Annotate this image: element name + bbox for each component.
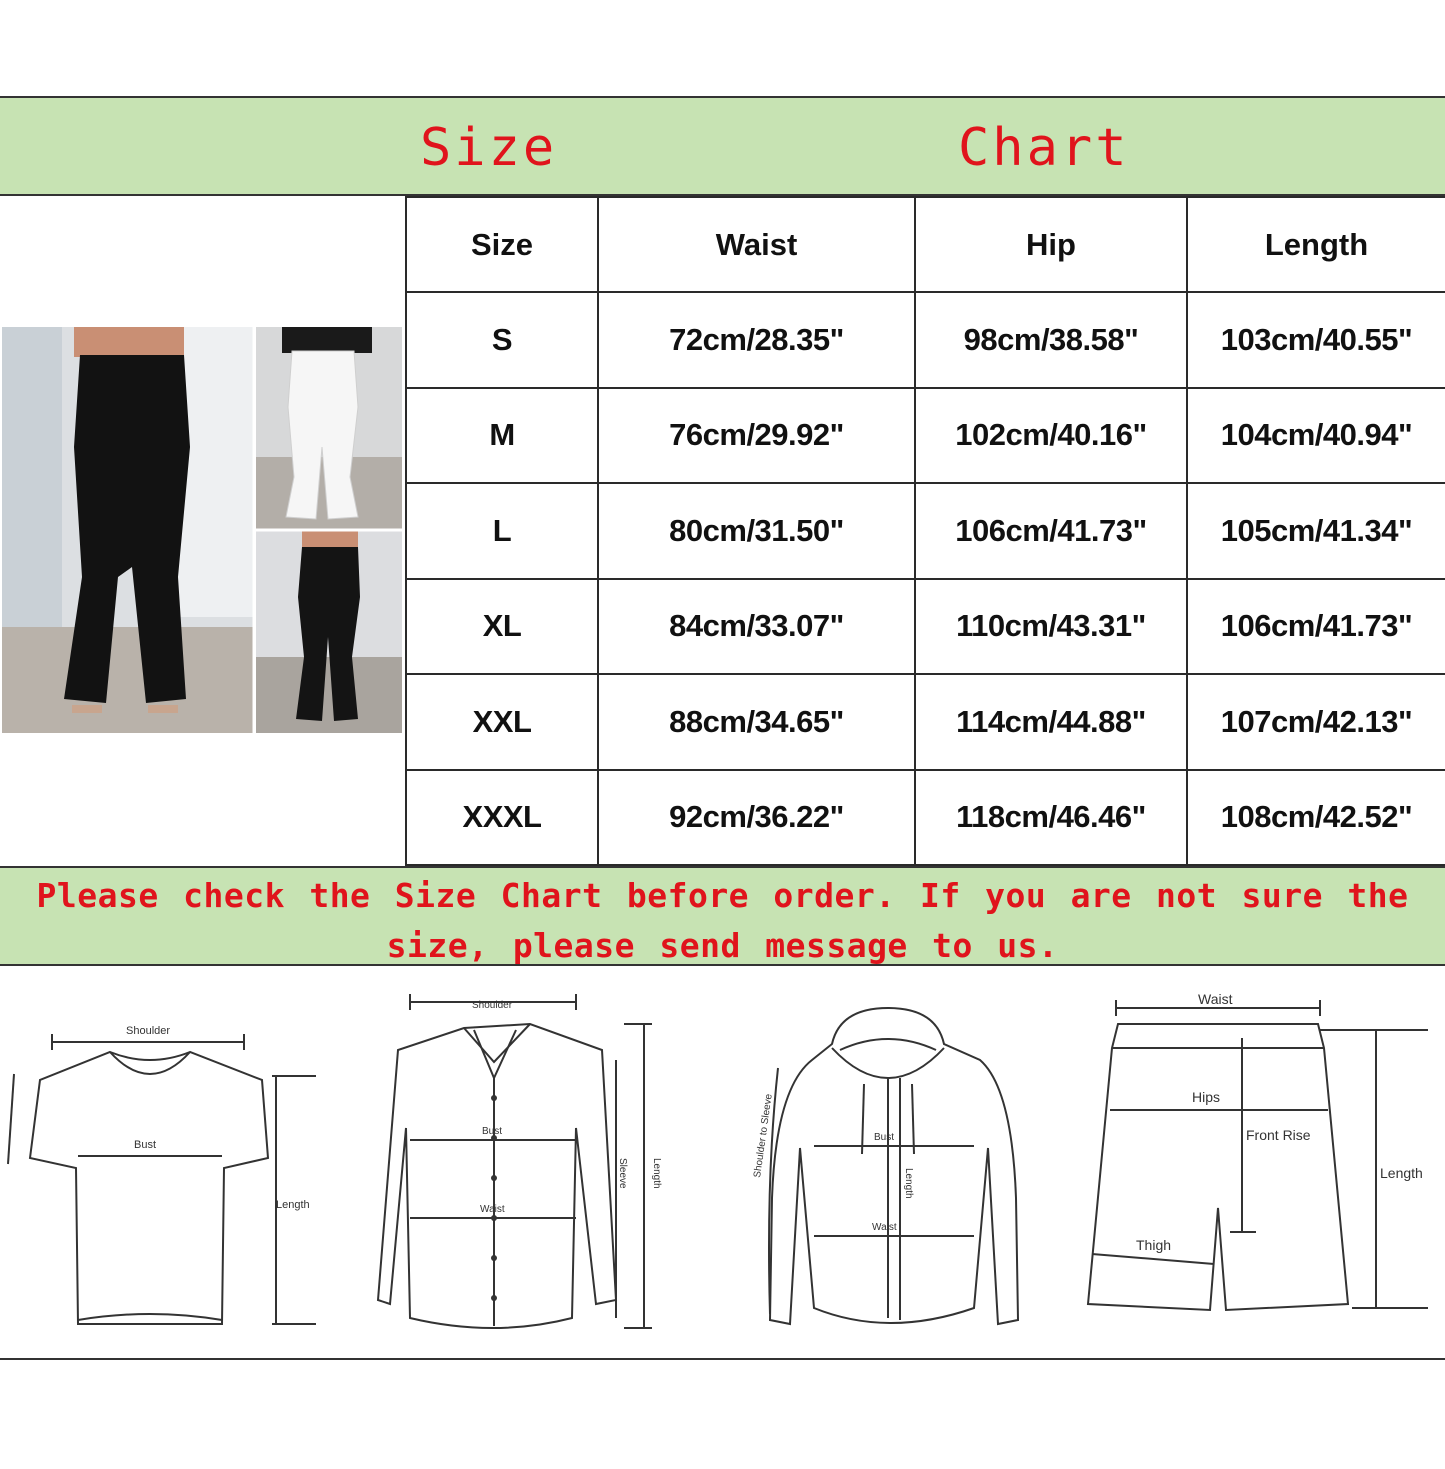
- size-table: [405, 196, 1445, 866]
- cell-size: XL: [406, 579, 598, 675]
- shirt-diagram: [370, 968, 700, 1348]
- shorts-hips-label: Hips: [1192, 1089, 1221, 1105]
- cell-length: 104cm/40.94": [1187, 388, 1445, 484]
- cell-hip: 98cm/38.58": [915, 292, 1187, 388]
- cell-waist: 72cm/28.35": [598, 292, 915, 388]
- tshirt-shoulder-label: Shoulder: [126, 1025, 171, 1037]
- table-row: [406, 483, 1445, 579]
- title-band: [0, 96, 1445, 196]
- table-row: [406, 579, 1445, 675]
- notice-band: [0, 866, 1445, 966]
- notice-text: Please check the Size Chart before order. If you are not sure the size, please send message to us.: [36, 876, 1409, 965]
- cell-size: M: [406, 388, 598, 484]
- cell-hip: 106cm/41.73": [915, 483, 1187, 579]
- cell-waist: 76cm/29.92": [598, 388, 915, 484]
- table-row: [406, 292, 1445, 388]
- shirt-bust-label: Bust: [482, 1126, 503, 1137]
- shorts-diagram: [1070, 968, 1440, 1348]
- cell-length: 105cm/41.34": [1187, 483, 1445, 579]
- header-length: Length: [1187, 197, 1445, 292]
- shorts-thigh-label: Thigh: [1136, 1237, 1172, 1253]
- table-row: [406, 388, 1445, 484]
- cell-waist: 80cm/31.50": [598, 483, 915, 579]
- shorts-waist-label: Waist: [1198, 991, 1233, 1007]
- cell-hip: 110cm/43.31": [915, 579, 1187, 675]
- cell-size: XXL: [406, 674, 598, 770]
- hoodie-bust-label: Bust: [874, 1132, 895, 1143]
- cell-hip: 118cm/46.46": [915, 770, 1187, 866]
- header-size: Size: [406, 197, 598, 292]
- cell-hip: 102cm/40.16": [915, 388, 1187, 484]
- cell-waist: 88cm/34.65": [598, 674, 915, 770]
- table-row: [406, 770, 1445, 866]
- shirt-shoulder-label: Shoulder: [472, 1000, 513, 1011]
- shirt-length-label: Length: [651, 1158, 662, 1189]
- cell-length: 103cm/40.55": [1187, 292, 1445, 388]
- product-photo: [2, 327, 402, 733]
- cell-length: 108cm/42.52": [1187, 770, 1445, 866]
- tshirt-length-label: Length: [276, 1199, 310, 1211]
- measurement-diagrams: [0, 968, 1445, 1360]
- shirt-waist-label: Waist: [480, 1204, 505, 1215]
- header-waist: Waist: [598, 197, 915, 292]
- shorts-length-label: Length: [1380, 1165, 1423, 1181]
- hoodie-length-label: Length: [903, 1168, 914, 1199]
- cell-length: 106cm/41.73": [1187, 579, 1445, 675]
- cell-hip: 114cm/44.88": [915, 674, 1187, 770]
- cell-waist: 92cm/36.22": [598, 770, 915, 866]
- hoodie-waist-label: Waist: [872, 1222, 897, 1233]
- title-chart: Chart: [958, 118, 1130, 178]
- cell-waist: 84cm/33.07": [598, 579, 915, 675]
- title-size: Size: [420, 118, 558, 178]
- header-hip: Hip: [915, 197, 1187, 292]
- cell-size: L: [406, 483, 598, 579]
- hoodie-shoulder-sleeve-label: Shoulder to Sleeve: [752, 1093, 775, 1179]
- cell-length: 107cm/42.13": [1187, 674, 1445, 770]
- table-row: [406, 674, 1445, 770]
- table-header-row: [406, 197, 1445, 292]
- shirt-sleeve-label: Sleeve: [617, 1158, 628, 1189]
- hoodie-diagram: [740, 968, 1040, 1348]
- shorts-front-rise-label: Front Rise: [1246, 1127, 1311, 1143]
- tshirt-bust-label: Bust: [134, 1139, 157, 1151]
- cell-size: S: [406, 292, 598, 388]
- tshirt-diagram: [0, 968, 340, 1348]
- cell-size: XXXL: [406, 770, 598, 866]
